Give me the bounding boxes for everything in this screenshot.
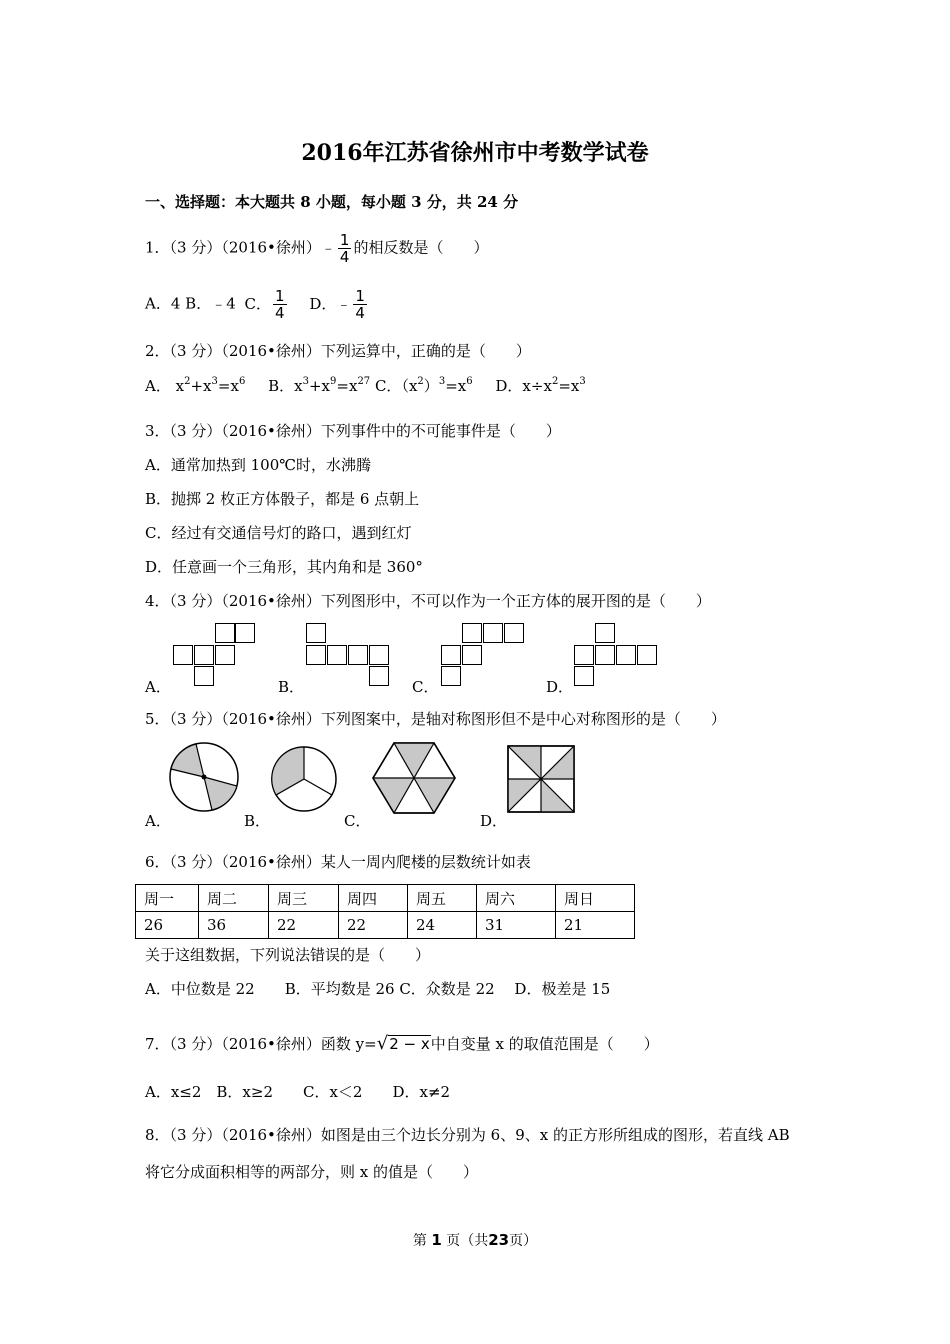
table-cell: 24 (408, 912, 477, 939)
question-7 (145, 1034, 659, 1054)
q3-option-d: D．任意画一个三角形，其内角和是 360° (145, 558, 423, 576)
table-cell: 21 (556, 912, 635, 939)
question-1 (145, 232, 488, 265)
sqrt-sign: √ (376, 1033, 389, 1054)
q5-label-c: C． (344, 812, 371, 830)
q6-options: A．中位数是 22 B．平均数是 26 C．众数是 22 D．极差是 15 (145, 980, 611, 998)
q7-stem-a: 7．（3 分）（2016•徐州）函数 y= (145, 1035, 377, 1053)
q4-label-b: B． (278, 678, 305, 696)
table-header-cell: 周三 (269, 885, 339, 912)
q4-label-c: C． (412, 678, 439, 696)
q1-stem-b: 的相反数是（ ） (353, 238, 489, 257)
q1-stem-a: 1．（3 分）（2016•徐州）﹣ (145, 238, 336, 257)
table-header-cell: 周二 (199, 885, 269, 912)
q4-label-d: D． (546, 678, 574, 696)
q1-option-c: C． (244, 294, 272, 313)
table-cell: 26 (136, 912, 199, 939)
table-row (136, 912, 635, 939)
q1-option-a: A．4 (145, 294, 181, 313)
q5-label-a: A． (145, 812, 171, 830)
q5-figure-a (166, 741, 242, 813)
table-header-cell: 周五 (408, 885, 477, 912)
page-footer: 第 1 页（共23页） (412, 1231, 538, 1249)
q1-fraction: $\frac{1}{4}$ (339, 231, 350, 266)
table-header-cell: 周日 (556, 885, 635, 912)
question-2-options (145, 376, 586, 396)
q1-option-d-fraction: $\frac{1}{4}$ (355, 287, 365, 322)
table-cell: 31 (477, 912, 556, 939)
question-6: 6．（3 分）（2016•徐州）某人一周内爬楼的层数统计如表 (145, 853, 531, 871)
page-title: 2016年江苏省徐州市中考数学试卷 (301, 140, 649, 166)
q5-figure-c (370, 739, 458, 817)
table-header-cell: 周四 (339, 885, 408, 912)
question-8-line-2: 将它分成面积相等的两部分，则 x 的值是（ ） (145, 1163, 478, 1181)
table-header-cell: 周一 (136, 885, 199, 912)
q5-label-d: D． (480, 812, 508, 830)
stairs-table (135, 884, 635, 939)
q3-option-b: B．抛掷 2 枚正方体骰子，都是 6 点朝上 (145, 490, 420, 508)
question-3: 3．（3 分）（2016•徐州）下列事件中的不可能事件是（ ） (145, 422, 561, 440)
question-4: 4．（3 分）（2016•徐州）下列图形中，不可以作为一个正方体的展开图的是（ ） (145, 592, 711, 610)
q2-option-c: C．$(x^2)^3=x^6$ (374, 376, 473, 395)
q3-option-a: A．通常加热到 100℃时，水沸腾 (145, 456, 372, 474)
q5-label-b: B． (244, 812, 271, 830)
q7-stem-b: 中自变量 x 的取值范围是（ ） (430, 1035, 659, 1053)
q1-option-d: D．﹣ (309, 294, 352, 313)
q2-option-a: A． $x^2+x^3=x^6$ (145, 376, 246, 395)
table-cell: 22 (269, 912, 339, 939)
q2-option-b: B．$x^3+x^9=x^{27}$ (268, 376, 371, 395)
q6-question: 关于这组数据，下列说法错误的是（ ） (145, 946, 431, 964)
table-cell: 22 (339, 912, 408, 939)
table-header-row (136, 885, 635, 912)
section-heading: 一、选择题：本大题共 8 小题，每小题 3 分，共 24 分 (145, 193, 519, 211)
question-2: 2．（3 分）（2016•徐州）下列运算中，正确的是（ ） (145, 342, 531, 360)
q7-radicand: 2 − x (389, 1035, 430, 1053)
table-cell: 36 (199, 912, 269, 939)
q5-figure-b (269, 744, 339, 814)
q2-option-d: D．$x\div x^2=x^3$ (495, 376, 586, 395)
q1-option-b: B．﹣4 (185, 294, 236, 313)
q5-figure-d (505, 743, 577, 815)
page-number: 1 (431, 1231, 442, 1249)
question-5: 5．（3 分）（2016•徐州）下列图案中，是轴对称图形但不是中心对称图形的是（ ） (145, 710, 726, 728)
q3-option-c: C．经过有交通信号灯的路口，遇到红灯 (145, 524, 412, 542)
table-header-cell: 周六 (477, 885, 556, 912)
q7-options: A．x≤2 B．x≥2 C．x＜2 D．x≠2 (145, 1083, 451, 1101)
q1-option-c-fraction: $\frac{1}{4}$ (275, 287, 285, 322)
question-1-options (145, 288, 369, 321)
question-8-line-1: 8．（3 分）（2016•徐州）如图是由三个边长分别为 6、9、x 的正方形所组成的图形，若直线 AB (145, 1126, 790, 1144)
page-total: 23 (488, 1231, 510, 1249)
q4-label-a: A． (145, 678, 171, 696)
